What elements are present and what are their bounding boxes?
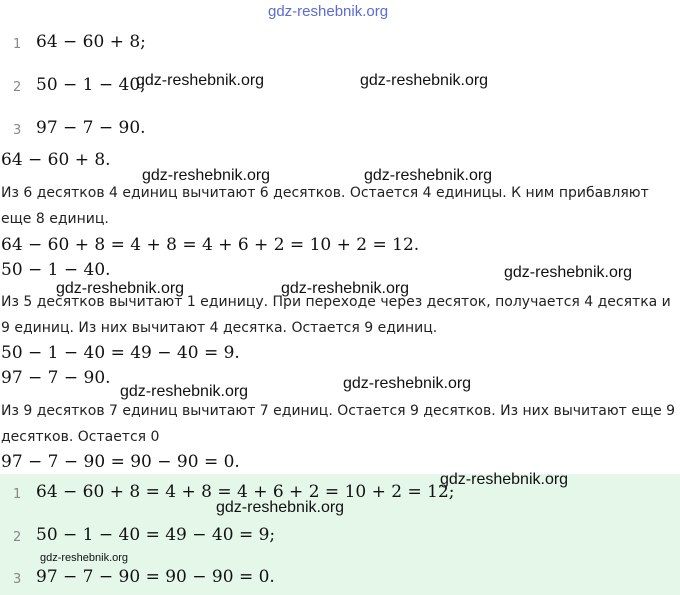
solution-heading: 64 − 60 + 8.	[1, 150, 111, 170]
watermark: gdz-reshebnik.org	[142, 167, 271, 184]
solution-heading: 50 − 1 − 40.	[1, 260, 111, 280]
watermark: gdz-reshebnik.org	[216, 499, 345, 516]
solution-text: Из 5 десятков вычитают 1 единицу. При переходе через десяток, получается 4 десятка и	[1, 294, 671, 310]
solution-heading: 97 − 7 − 90.	[1, 368, 111, 388]
answer-number: 2	[13, 530, 22, 545]
answer-expression: 97 − 7 − 90 = 90 − 90 = 0.	[36, 567, 275, 587]
task-expression: 50 − 1 − 40;	[36, 75, 146, 95]
solution-text: еще 8 единиц.	[1, 211, 109, 227]
solution-text: десятков. Остается 0	[1, 429, 160, 445]
watermark: gdz-reshebnik.org	[281, 280, 410, 297]
task-number: 1	[13, 37, 22, 52]
solution-result: 50 − 1 − 40 = 49 − 40 = 9.	[1, 343, 240, 363]
answer-expression: 64 − 60 + 8 = 4 + 8 = 4 + 6 + 2 = 10 + 2 = 12;	[36, 482, 455, 502]
watermark: gdz-reshebnik.org	[504, 264, 633, 281]
answer-expression: 50 − 1 − 40 = 49 − 40 = 9;	[36, 525, 276, 545]
solution-text: Из 9 десятков 7 единиц вычитают 7 единиц. Остается 9 десятков. Из них вычитают еще 9	[1, 403, 676, 419]
solution-text: 9 единиц. Из них вычитают 4 десятка. Остается 9 единиц.	[1, 320, 438, 336]
solution-text: Из 6 десятков 4 единиц вычитают 6 десятков. Остается 4 единицы. К ним прибавляют	[1, 185, 649, 201]
watermark: gdz-reshebnik.org	[40, 552, 129, 564]
answer-number: 3	[13, 572, 22, 587]
watermark: gdz-reshebnik.org	[343, 375, 472, 392]
watermark: gdz-reshebnik.org	[56, 280, 185, 297]
watermark: gdz-reshebnik.org	[440, 471, 569, 488]
task-expression: 64 − 60 + 8;	[36, 32, 146, 52]
watermark: gdz-reshebnik.org	[364, 167, 493, 184]
solution-result: 64 − 60 + 8 = 4 + 8 = 4 + 6 + 2 = 10 + 2 = 12.	[1, 235, 420, 255]
solution-result: 97 − 7 − 90 = 90 − 90 = 0.	[1, 452, 240, 472]
task-expression: 97 − 7 − 90.	[36, 118, 146, 138]
task-number: 3	[13, 123, 22, 138]
answer-number: 1	[13, 487, 22, 502]
watermark: gdz-reshebnik.org	[360, 72, 489, 89]
watermark: gdz-reshebnik.org	[136, 72, 265, 89]
watermark-top: gdz-reshebnik.org	[268, 3, 389, 20]
task-number: 2	[13, 80, 22, 95]
watermark: gdz-reshebnik.org	[120, 383, 249, 400]
